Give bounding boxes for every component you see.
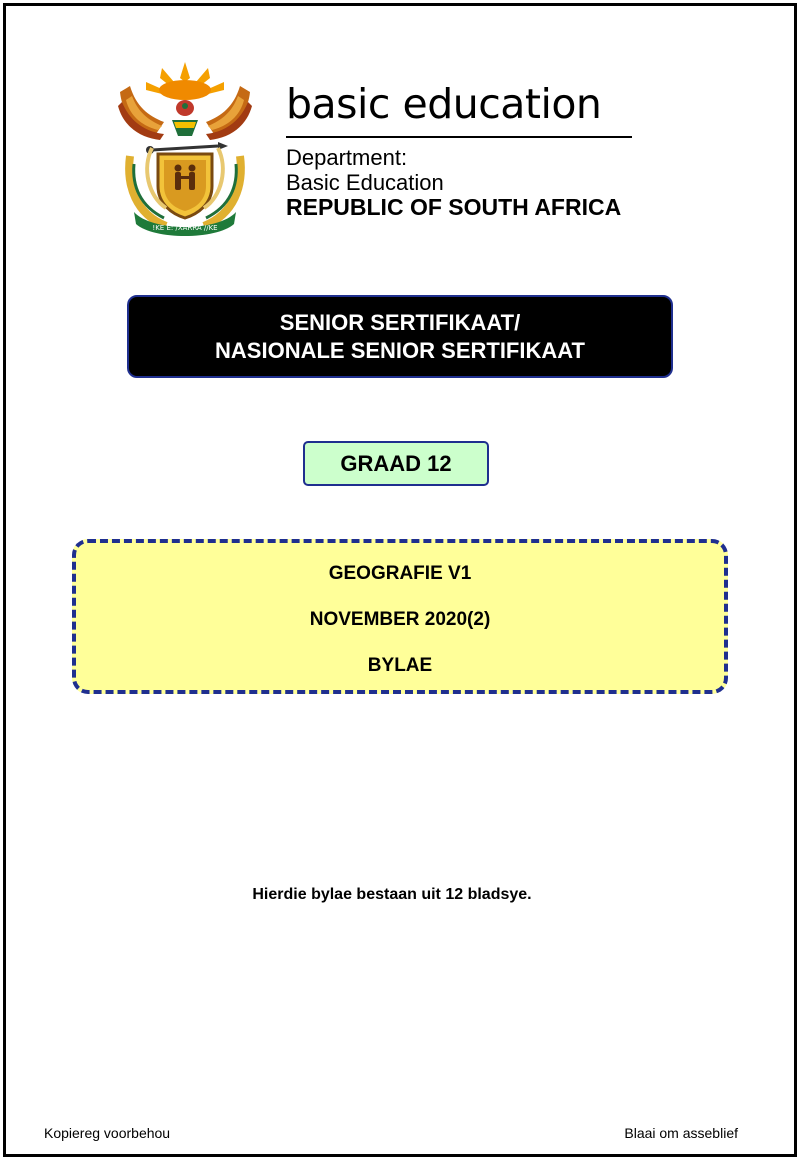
footer-copyright: Kopiereg voorbehou — [44, 1125, 171, 1141]
grade-badge — [303, 441, 489, 486]
certificate-banner — [127, 295, 673, 378]
exam-session: NOVEMBER 2020(2) — [309, 609, 491, 630]
department-label: Department: — [286, 145, 408, 170]
sun-icon — [146, 62, 224, 100]
brand-divider — [286, 136, 632, 138]
document-type: BYLAE — [367, 655, 433, 676]
subject-box — [72, 539, 728, 694]
department-name: Basic Education — [286, 170, 444, 195]
brand-title: basic education — [286, 80, 602, 128]
certificate-line-2: NASIONALE SENIOR SERTIFIKAAT — [215, 337, 585, 363]
grade-label: GRAAD 12 — [340, 450, 452, 476]
coat-of-arms-logo — [112, 56, 258, 236]
subject-title: GEOGRAFIE V1 — [328, 563, 472, 584]
footer-turn-page: Blaai om asseblief — [624, 1125, 738, 1141]
page-count-note: Hierdie bylae bestaan uit 12 bladsye. — [252, 886, 532, 903]
country-name: REPUBLIC OF SOUTH AFRICA — [286, 194, 622, 220]
certificate-line-1: SENIOR SERTIFIKAAT/ — [279, 310, 521, 335]
motto-text: !KE E: /XARRA //KE — [152, 224, 218, 232]
